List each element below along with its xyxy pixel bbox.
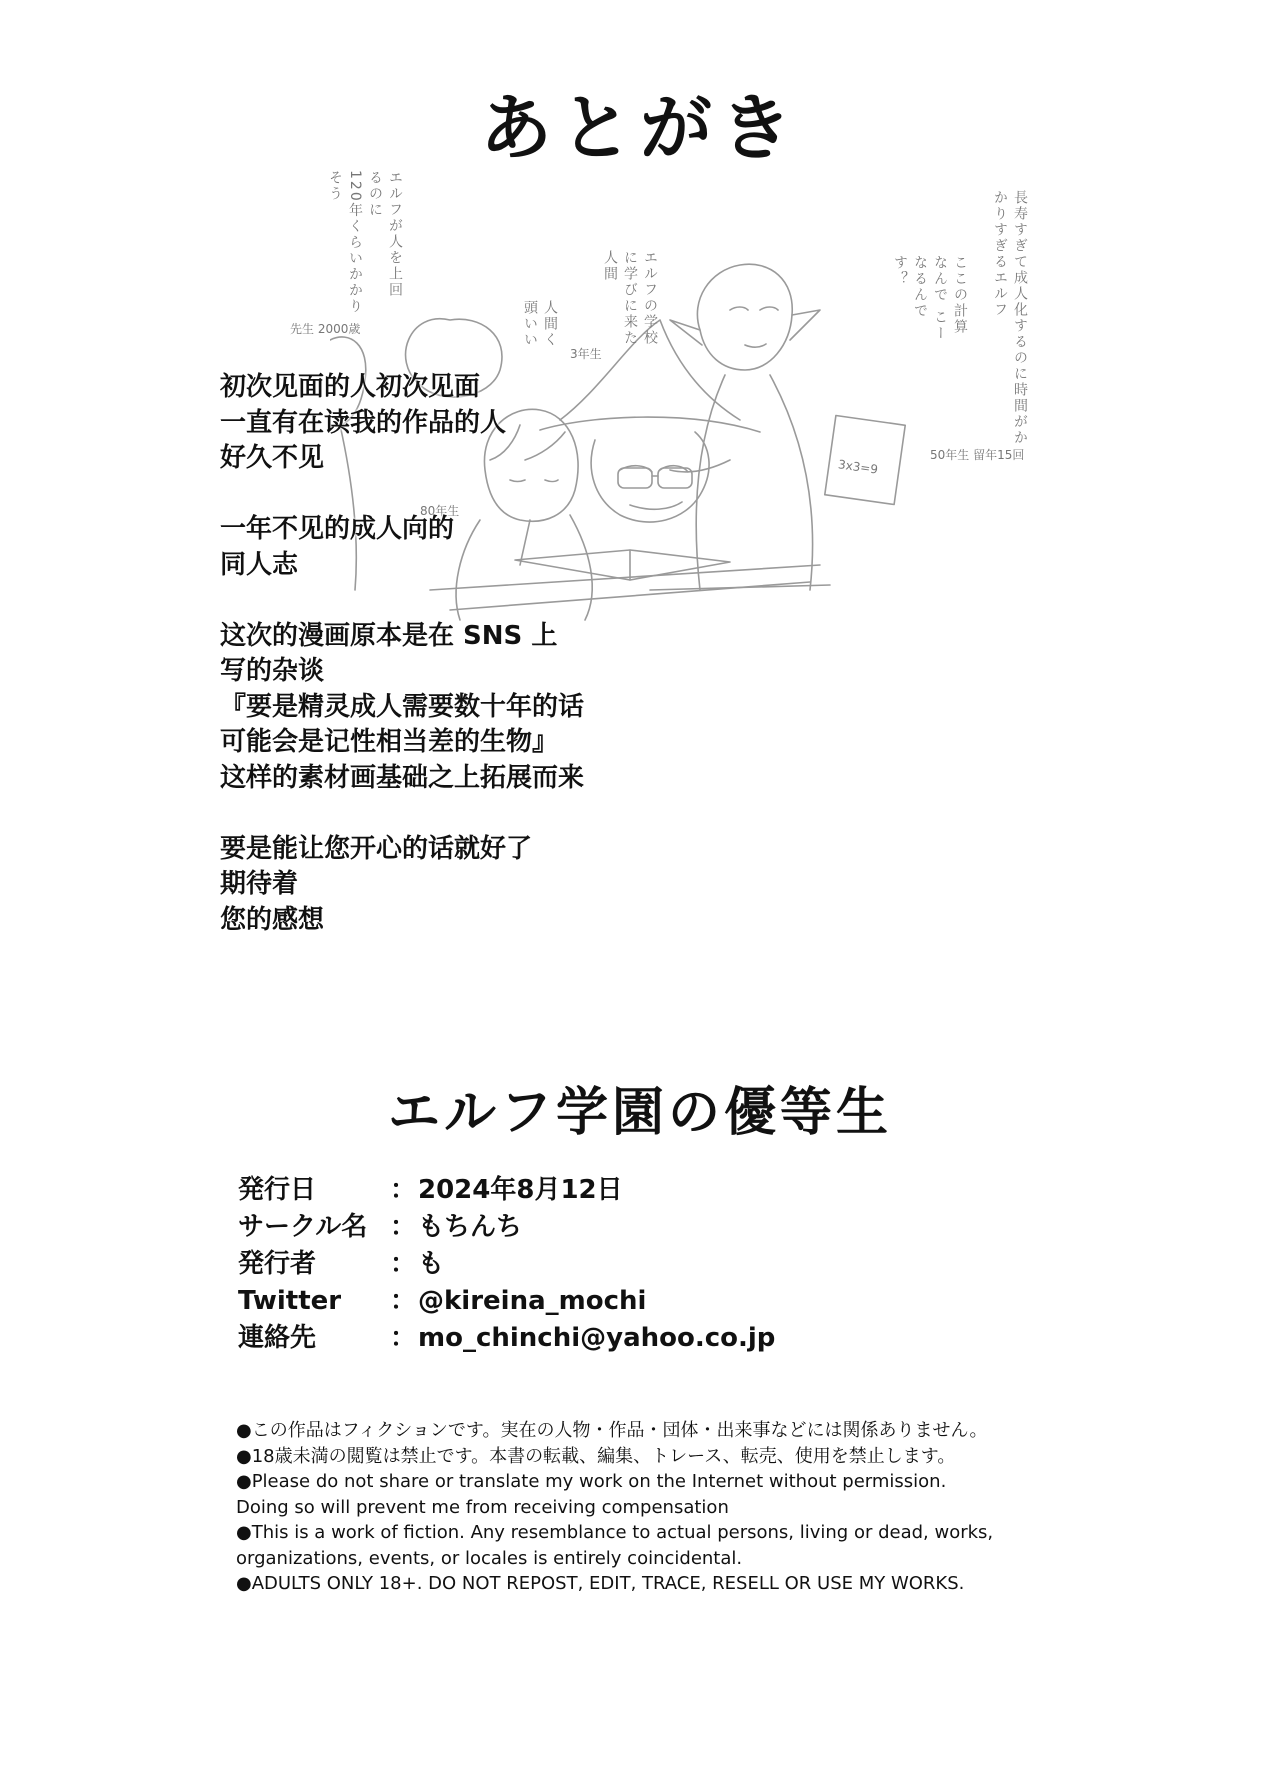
twitter-handle[interactable]: @kireina_mochi bbox=[418, 1286, 647, 1316]
sketch-note-human: 人間く 頭いい bbox=[522, 300, 558, 348]
message-line: 初次见面的人初次见面 bbox=[220, 372, 481, 402]
message-line: 一年不见的成人向的 bbox=[220, 514, 455, 544]
message-line: 您的感想 bbox=[220, 904, 325, 935]
colophon-separator: ： bbox=[389, 1286, 416, 1316]
colophon-value: も bbox=[418, 1249, 445, 1279]
notice-line: ●Please do not share or translate my work on the Internet without permission. bbox=[236, 1471, 947, 1492]
colophon-row-publisher bbox=[238, 1246, 1138, 1283]
message-gap bbox=[220, 583, 920, 619]
notice-line: Doing so will prevent me from receiving compensation bbox=[236, 1496, 729, 1518]
sketch-note-50th-year: 50年生 留年15回 bbox=[930, 448, 1025, 462]
message-line: 写的杂谈 bbox=[220, 656, 325, 686]
notice-line: ●18歳未満の閲覧は禁止です。本書の転載、編集、トレース、転売、使用を禁止します。 bbox=[236, 1445, 956, 1467]
sketch-note-elf-surpass: エルフが人を上回るのに bbox=[367, 170, 403, 298]
afterword-message bbox=[220, 370, 920, 938]
notice-line: ●ADULTS ONLY 18+. DO NOT REPOST, EDIT, TRACE, RESELL OR USE MY WORKS. bbox=[236, 1573, 965, 1594]
sketch-note-school: エルフの学校に学びに来た人間 bbox=[602, 250, 658, 346]
colophon bbox=[238, 1172, 1138, 1357]
message-line: 好久不见 bbox=[220, 443, 325, 473]
notice-line: organizations, events, or locales is entirely coincidental. bbox=[236, 1547, 743, 1569]
colophon-label: サークル名 bbox=[238, 1212, 368, 1242]
message-gap bbox=[220, 477, 920, 513]
notice-line: ●This is a work of fiction. Any resemblance to actual persons, living or dead, works, bbox=[236, 1522, 994, 1543]
legal-notes bbox=[236, 1418, 1236, 1597]
colophon-separator: ： bbox=[389, 1249, 416, 1279]
colophon-row-date bbox=[238, 1172, 1138, 1209]
message-line: 这次的漫画原本是在 SNS 上 bbox=[220, 620, 558, 651]
message-line: 这样的素材画基础之上拓展而来 bbox=[220, 762, 585, 793]
colophon-row-twitter bbox=[238, 1283, 1138, 1320]
colophon-label: Twitter bbox=[238, 1286, 342, 1316]
colophon-separator: ： bbox=[389, 1175, 416, 1205]
sketch-note-teacher: 先生 2000歳 bbox=[290, 322, 361, 336]
colophon-value: もちんち bbox=[418, 1212, 523, 1242]
colophon-label: 連絡先 bbox=[238, 1323, 317, 1353]
sketch-note-120: 120年くらいかかりそう bbox=[327, 170, 363, 315]
notice-line: ●この作品はフィクションです。実在の人物・作品・団体・出来事などには関係ありません。 bbox=[236, 1420, 988, 1441]
colophon-separator: ： bbox=[389, 1212, 416, 1242]
page-title: あとがき bbox=[479, 85, 800, 170]
message-line: 同人志 bbox=[220, 549, 299, 580]
message-line: 期待着 bbox=[220, 869, 299, 899]
message-line: 『要是精灵成人需要数十年的话 bbox=[220, 691, 585, 722]
contact-email[interactable]: mo_chinchi@yahoo.co.jp bbox=[418, 1323, 776, 1353]
colophon-row-circle bbox=[238, 1209, 1138, 1246]
sketch-note-80th-year: 80年生 bbox=[420, 504, 460, 518]
message-gap bbox=[220, 796, 920, 832]
sketch-note-3rd-year: 3年生 bbox=[570, 347, 602, 361]
message-line: 要是能让您开心的话就好了 bbox=[220, 833, 533, 864]
colophon-label: 発行日 bbox=[238, 1175, 317, 1205]
sketch-note-question: ここの計算なんで こーなるんです？ bbox=[892, 255, 968, 342]
sketch-note-math: 3x3=9 bbox=[837, 457, 879, 477]
message-line: 可能会是记性相当差的生物』 bbox=[220, 727, 559, 757]
colophon-separator: ： bbox=[389, 1323, 416, 1353]
colophon-value: 2024年8月12日 bbox=[418, 1175, 623, 1205]
message-line: 一直有在读我的作品的人 bbox=[220, 407, 507, 438]
work-title: エルフ学園の優等生 bbox=[387, 1082, 892, 1143]
colophon-row-contact bbox=[238, 1320, 1138, 1357]
sketch-note-long-lived: 長寿すぎて成人化するのに時間がかかりすぎるエルフ bbox=[992, 190, 1028, 446]
colophon-label: 発行者 bbox=[238, 1249, 317, 1279]
